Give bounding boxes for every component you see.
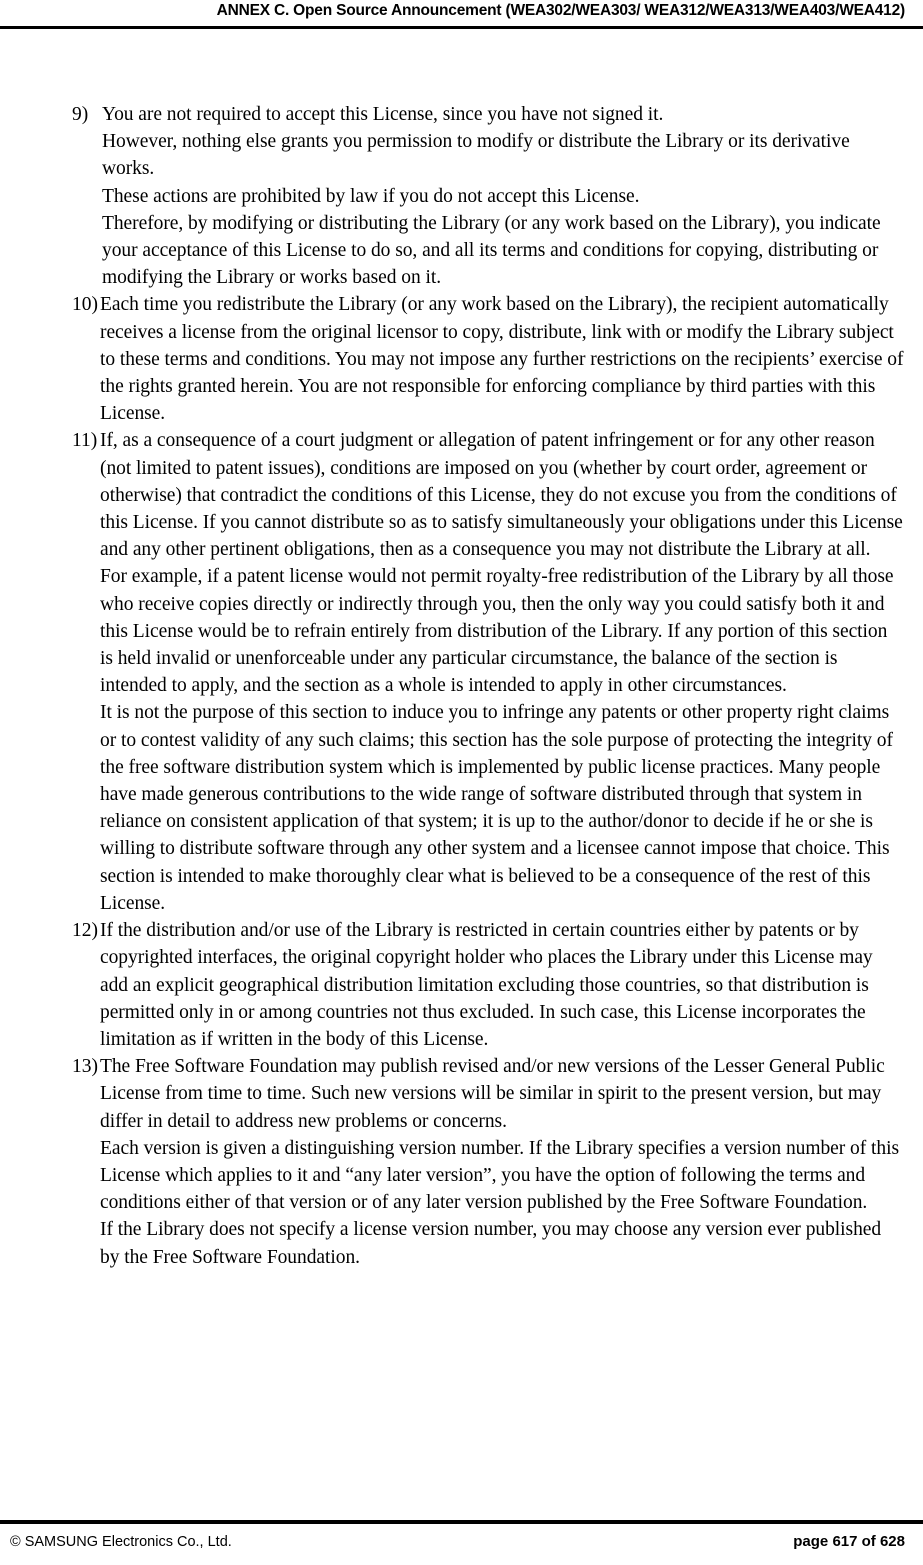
license-clause-list [72, 101, 905, 1271]
license-paragraph: These actions are prohibited by law if you do not accept this License. [102, 185, 640, 207]
license-paragraph: However, nothing else grants you permission to modify or distribute the Library or its derivative works. [102, 131, 850, 180]
license-paragraph: Each version is given a distinguishing version number. If the Library specifies a version number of this License which applies to it and “any later version”, you have the option of following the terms and conditions either of that version or of any later version published by the Free Software Foundation. [100, 1137, 899, 1214]
page-header [0, 0, 923, 28]
license-item-body [100, 1053, 905, 1271]
license-item-body [100, 427, 905, 917]
license-item-marker: 11) [72, 430, 98, 452]
page-footer [0, 1520, 923, 1565]
license-paragraph: You are not required to accept this License, since you have not signed it. [102, 104, 664, 125]
document-body [72, 101, 905, 1271]
license-paragraph: It is not the purpose of this section to induce you to infringe any patents or other property right claims or to contest validity of any such claims; this section has the sole purpose of protecting the integrity of the free software distribution system which is implemented by public license practices. Many people have made generous contributions to the wide range of software distributed through that system in reliance on consistent application of that system; it is up to the author/donor to decide if he or she is willing to distribute software through any other system and a licensee cannot impose that choice. This section is intended to make thoroughly clear what is believed to be a consequence of the rest of this License. [100, 702, 893, 914]
header-divider [0, 26, 923, 29]
license-item-marker: 10) [72, 294, 98, 316]
footer-page-number: page 617 of 628 [793, 1533, 905, 1550]
license-item [72, 1053, 905, 1271]
license-item [72, 427, 905, 917]
license-paragraph: For example, if a patent license would not permit royalty-free redistribution of the Library by all those who receive copies directly or indirectly through you, then the only way you could satisfy both it and this License would be to refrain entirely from distribution of the Library. If any portion of this section is held invalid or unenforceable under any particular circumstance, the balance of the section is intended to apply, and the section as a whole is intended to apply in other circumstances. [100, 566, 894, 697]
license-paragraph: The Free Software Foundation may publish revised and/or new versions of the Lesser General Public License from time to time. Such new versions will be similar in spirit to the present version, but may differ in detail to address new problems or concerns. [100, 1056, 885, 1132]
license-item [72, 101, 905, 291]
license-item-marker: 9) [72, 104, 89, 125]
license-item-marker: 13) [72, 1056, 98, 1078]
license-paragraph: If the Library does not specify a license version number, you may choose any version ever published by the Free Software Foundation. [100, 1219, 882, 1268]
license-item-marker: 12) [72, 920, 98, 942]
license-paragraph: Therefore, by modifying or distributing the Library (or any work based on the Library), you indicate your acceptance of this License to do so, and all its terms and conditions for copying, distributing or modifying the Library or works based on it. [102, 212, 881, 289]
license-item [72, 917, 905, 1053]
footer-divider [0, 1520, 923, 1524]
license-paragraph: If the distribution and/or use of the Library is restricted in certain countries either by patents or by copyrighted interfaces, the original copyright holder who places the Library under this License may add an explicit geographical distribution limitation excluding those countries, so that distribution is permitted only in or among countries not thus excluded. In such case, this License incorporates the limitation as if written in the body of this License. [100, 920, 873, 1050]
license-item-body [100, 101, 905, 291]
license-paragraph: If, as a consequence of a court judgment or allegation of patent infringement or for any other reason (not limited to patent issues), conditions are imposed on you (whether by court order, agreement or otherwise) that contradict the conditions of this License, they do not excuse you from the conditions of this License. If you cannot distribute so as to satisfy simultaneously your obligations under this License and any other pertinent obligations, then as a consequence you may not distribute the Library at all. [100, 430, 903, 561]
license-paragraph: Each time you redistribute the Library (or any work based on the Library), the recipient automatically receives a license from the original licensor to copy, distribute, link with or modify the Library subject to these terms and conditions. You may not impose any further restrictions on the recipients’ exercise of the rights granted herein. You are not responsible for enforcing compliance by third parties with this License. [100, 294, 904, 425]
footer-copyright: © SAMSUNG Electronics Co., Ltd. [10, 1534, 232, 1550]
license-item [72, 291, 905, 427]
header-title: ANNEX C. Open Source Announcement (WEA302/WEA303/ WEA312/WEA313/WEA403/WEA412) [216, 2, 905, 19]
license-item-body [100, 291, 905, 427]
license-item-body [100, 917, 905, 1053]
